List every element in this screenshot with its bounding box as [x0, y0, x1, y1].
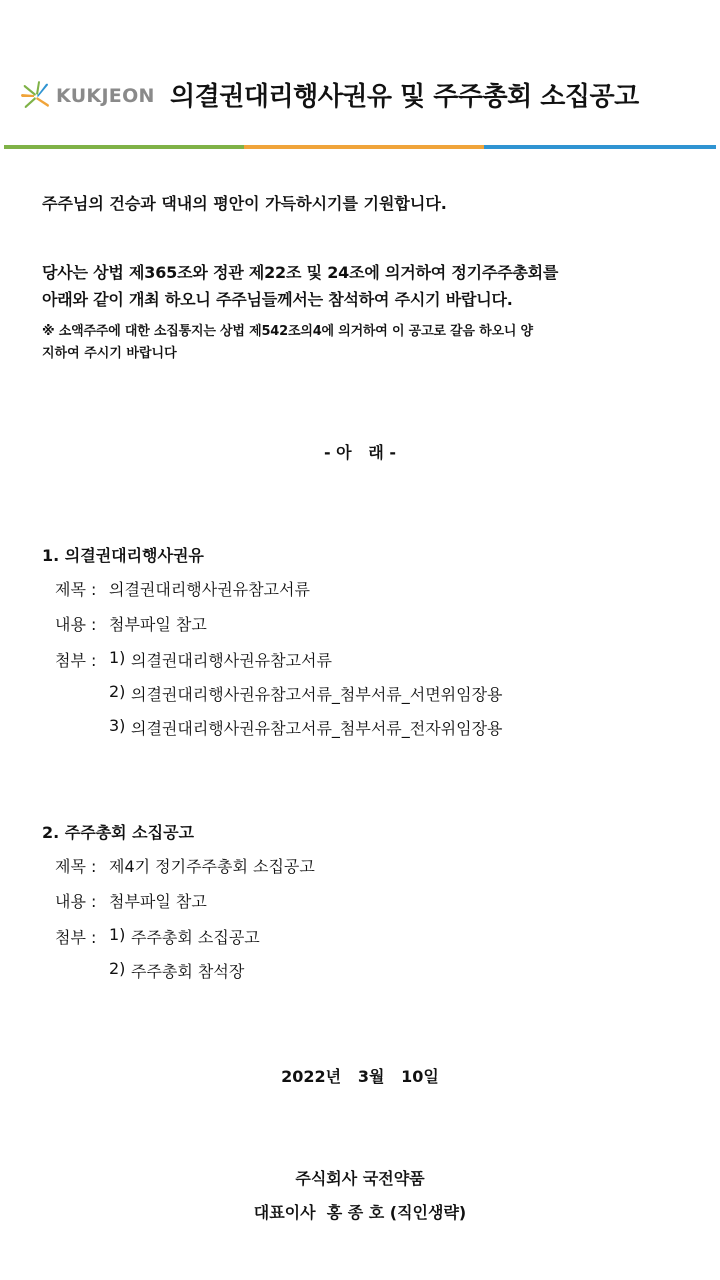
section1-attachment-1-num: 1): [109, 648, 126, 667]
notice-date: 2022년 3월 10일: [281, 1067, 439, 1086]
section2-subject: 제4기 정기주주총회 소집공고: [109, 857, 315, 876]
section1-content-label: 내용 :: [55, 615, 97, 634]
section1-heading: 1. 의결권대리행사권유: [42, 546, 204, 565]
intro-line-1: 당사는 상법 제365조와 정관 제22조 및 24조에 의거하여 정기주주총회를: [42, 263, 559, 282]
divider-green: [4, 145, 244, 149]
divider-blue: [484, 145, 716, 149]
kukjeon-logo-icon: [20, 80, 52, 112]
section2-heading: 2. 주주총회 소집공고: [42, 823, 194, 842]
page-title: 의결권대리행사권유 및 주주총회 소집공고: [170, 82, 639, 112]
section2-attachment-2-num: 2): [109, 959, 126, 978]
section1-subject-label: 제목 :: [55, 580, 97, 599]
section2-content: 첨부파일 참고: [109, 892, 207, 911]
ceo-signature-line: 대표이사 홍 종 호 (직인생략): [253, 1203, 467, 1222]
section1-attachment-3: 의결권대리행사권유참고서류_첨부서류_전자위임장용: [131, 719, 503, 738]
section2-content-label: 내용 :: [55, 892, 97, 911]
header-divider: [4, 145, 716, 149]
header: [0, 0, 720, 150]
section1-attachment-2-num: 2): [109, 682, 126, 701]
section2-subject-label: 제목 :: [55, 857, 97, 876]
section2-attachment-1-num: 1): [109, 925, 126, 944]
section2-attachment-2: 주주총회 참석장: [131, 962, 245, 981]
greeting: 주주님의 건승과 댁내의 평안이 가득하시기를 기원합니다.: [42, 194, 447, 213]
intro-line-2: 아래와 같이 개최 하오니 주주님들께서는 참석하여 주시기 바랍니다.: [42, 290, 513, 309]
section1-subject: 의결권대리행사권유참고서류: [109, 580, 310, 599]
divider-orange: [244, 145, 484, 149]
company-name: 주식회사 국전약품: [295, 1169, 425, 1188]
note-line-1: ※ 소액주주에 대한 소집통지는 상법 제542조의4에 의거하여 이 공고로 갈음 하오니 양: [42, 324, 533, 339]
logo-text: KUKJEON: [56, 85, 155, 107]
section2-attachment-1: 주주총회 소집공고: [131, 928, 260, 947]
section1-attachment-3-num: 3): [109, 716, 126, 735]
section1-attach-label: 첨부 :: [55, 651, 97, 670]
company-logo: [20, 78, 155, 114]
section2-attach-label: 첨부 :: [55, 928, 97, 947]
section1-content: 첨부파일 참고: [109, 615, 207, 634]
section1-attachment-2: 의결권대리행사권유참고서류_첨부서류_서면위임장용: [131, 685, 503, 704]
note-line-2: 지하여 주시기 바랍니다: [42, 346, 177, 361]
section1-attachment-1: 의결권대리행사권유참고서류: [131, 651, 332, 670]
section-marker: - 아 래 -: [323, 443, 397, 462]
